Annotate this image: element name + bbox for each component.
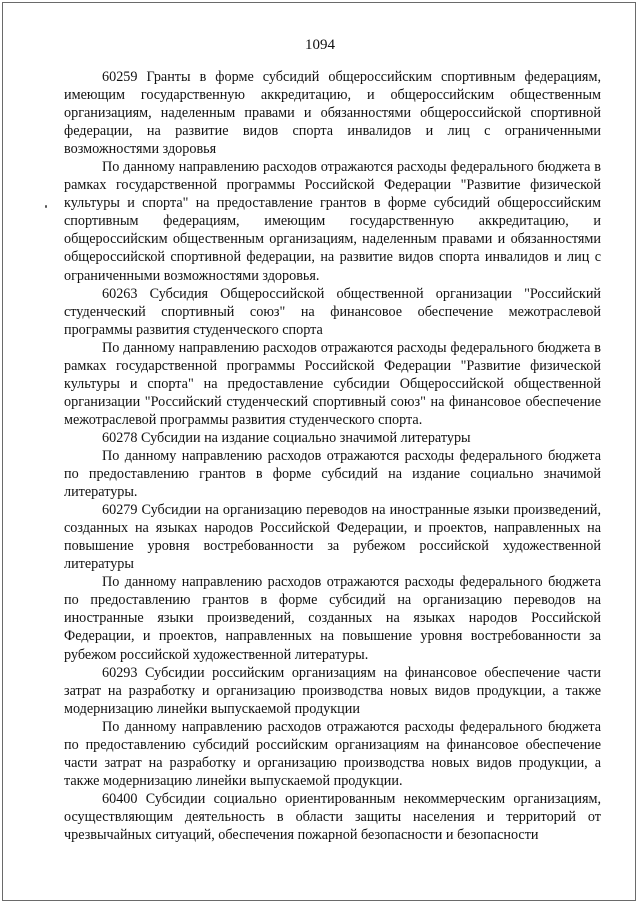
section-description-60279: По данному направлению расходов отражаются расходы федерального бюджета по предоставлению грантов в форме субсидий на организацию переводов на иностранные языки произведений, созданных на языках народов Российской Федерации, и проектов, направленных на повышение уровня востребованности за рубежом российской художественной литературы. — [64, 574, 601, 663]
section-heading-60400: 60400 Субсидии социально ориентированным некоммерческим организациям, осуществляющим деятельность в области защиты населения и территорий от чрезвычайных ситуаций, обеспечения пожарной безопасности и безопасности — [64, 790, 601, 843]
section-heading-60263: 60263 Субсидия Общероссийской общественной организации "Российский студенческий спортивный союз" на финансовое обеспечение межотраслевой программы развития студенческого спорта — [64, 285, 601, 338]
section-heading-60293: 60293 Субсидии российским организациям на финансовое обеспечение части затрат на разработку и организацию производства новых видов продукции, а также модернизацию линейки выпускаемой продукции — [64, 664, 601, 717]
section-heading-60279: 60279 Субсидии на организацию переводов на иностранные языки произведений, созданных на языках народов Российской Федерации, и проектов, направленных на повышение уровня востребованности за рубежом российской художественной литературы — [64, 502, 601, 573]
section-description-60293: По данному направлению расходов отражаются расходы федерального бюджета по предоставлению субсидий российским организациям на финансовое обеспечение части затрат на разработку и организацию производства новых видов продукции, а также модернизацию линейки выпускаемой продукции. — [64, 718, 601, 789]
section-heading-60278: 60278 Субсидии на издание социально значимой литературы — [102, 429, 471, 446]
section-description-60278: По данному направлению расходов отражаются расходы федерального бюджета по предоставлению грантов в форме субсидий на издание социально значимой литературы. — [64, 447, 601, 501]
page-number: 1094 — [305, 37, 335, 53]
section-description-60259: По данному направлению расходов отражаются расходы федерального бюджета в рамках государственной программы Российской Федерации "Развитие физической культуры и спорта" на предоставление грантов в форме субсидий общероссийским спортивным федерациям, имеющим государственную аккредитацию, и общероссийским общественным организациям, наделенным правами и обязанностями общероссийской спортивной федерации, на развитие видов спорта инвалидов и лиц с ограниченными возможностями здоровья. — [64, 159, 601, 284]
margin-mark — [45, 205, 47, 208]
section-heading-60259: 60259 Гранты в форме субсидий общероссийским спортивным федерациям, имеющим государственную аккредитацию, и общероссийским общественным организациям, наделенным правами и обязанностями общероссийской спортивной федерации, на развитие видов спорта инвалидов и лиц с ограниченными возможностями здоровья — [64, 69, 601, 158]
document-body — [64, 68, 601, 844]
section-description-60263: По данному направлению расходов отражаются расходы федерального бюджета в рамках государственной программы Российской Федерации "Развитие физической культуры и спорта" на предоставление субсидии Общероссийской общественной организации "Российский студенческий спортивный союз" на финансовое обеспечение межотраслевой программы развития студенческого спорта. — [64, 339, 601, 428]
